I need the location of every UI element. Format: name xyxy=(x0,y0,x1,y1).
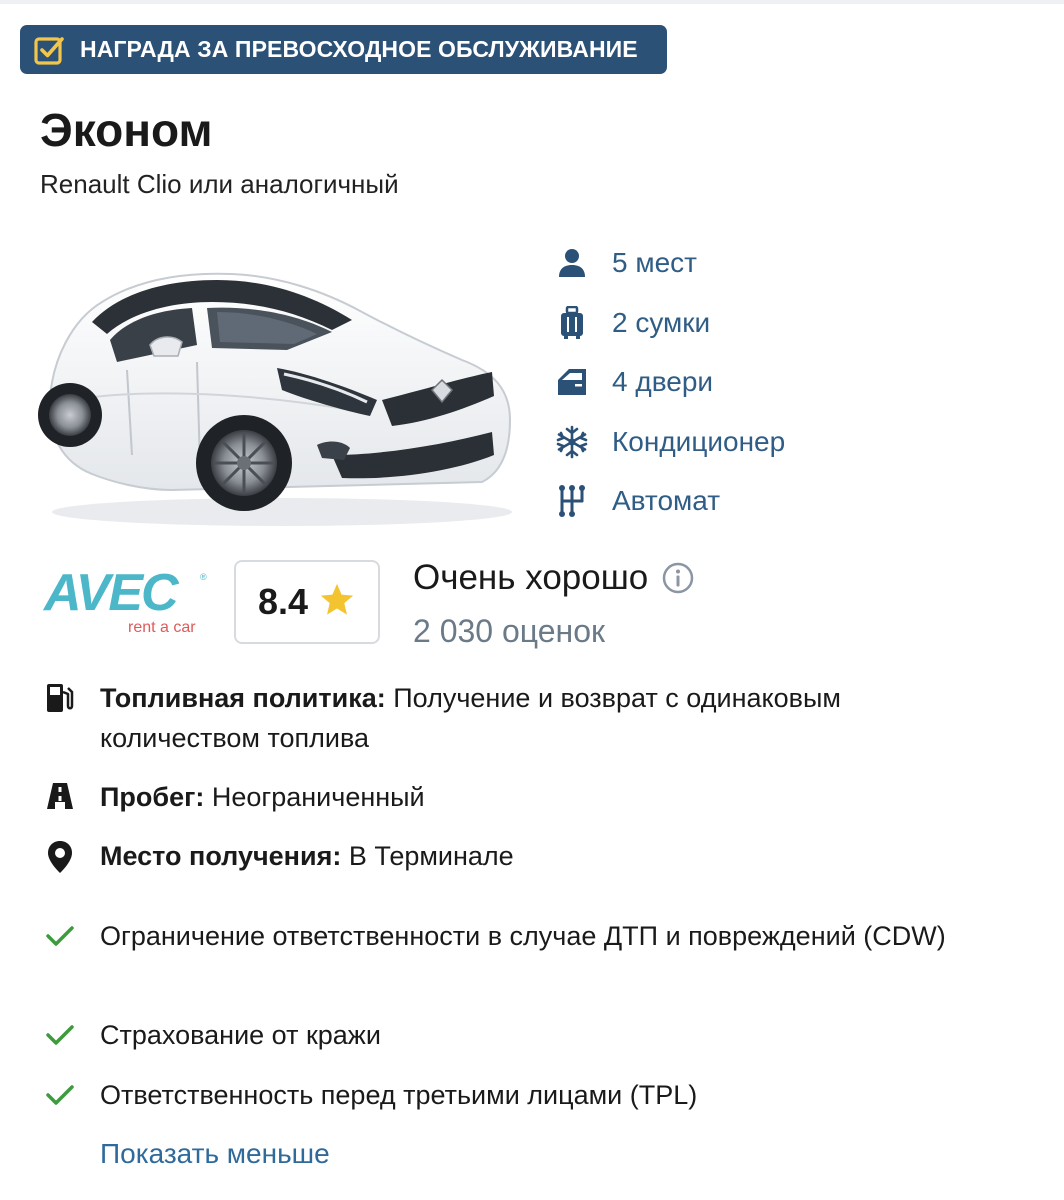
included-item-theft: Страхование от кражи xyxy=(42,1015,1002,1055)
car-image xyxy=(32,250,522,535)
pickup-label: Место получения: xyxy=(100,841,342,871)
rating-score-box xyxy=(234,560,380,644)
rating-verdict xyxy=(413,555,694,601)
svg-text:®: ® xyxy=(200,572,207,582)
check-square-icon xyxy=(32,33,66,67)
checkmark-icon xyxy=(42,1075,78,1115)
included-item-cdw: Ограничение ответственности в случае ДТП и повреждений (CDW) xyxy=(42,916,1002,956)
mileage-value: Неограниченный xyxy=(211,782,425,812)
feature-doors: 4 двери xyxy=(552,359,713,405)
included-item-tpl: Ответственность перед третьими лицами (TPL) xyxy=(42,1075,1002,1115)
pickup-value: В Терминале xyxy=(348,841,514,871)
review-count: 2 030 оценок xyxy=(413,613,605,649)
fuel-policy xyxy=(42,678,1002,758)
location-pin-icon xyxy=(42,836,78,880)
supplier-logo xyxy=(40,560,215,640)
logo-sub-text: rent a car xyxy=(128,619,196,636)
fuel-policy-value: Получение и возврат с одинаковым количеством топлива xyxy=(100,683,841,753)
snowflake-icon xyxy=(552,422,592,462)
feature-bags: 2 сумки xyxy=(552,300,710,346)
badge-text: НАГРАДА ЗА ПРЕВОСХОДНОЕ ОБСЛУЖИВАНИЕ xyxy=(80,36,638,62)
info-icon[interactable] xyxy=(662,562,694,594)
fuel-policy-label: Топливная политика: xyxy=(100,683,386,713)
car-category-title: Эконом xyxy=(40,104,213,156)
top-divider xyxy=(0,0,1064,4)
car-model: Renault Clio или аналогичный xyxy=(40,169,399,199)
feature-seats: 5 мест xyxy=(552,240,697,286)
service-award-badge xyxy=(20,25,667,74)
star-icon xyxy=(318,581,356,624)
fuel-pump-icon xyxy=(42,678,78,722)
show-less-link[interactable]: Показать меньше xyxy=(100,1138,330,1169)
logo-main-text: AVEC xyxy=(44,564,177,622)
rating-score: 8.4 xyxy=(257,581,309,622)
checkmark-icon xyxy=(42,916,78,956)
feature-aircon: Кондиционер xyxy=(552,419,785,465)
mileage-policy xyxy=(42,777,1002,821)
mileage-label: Пробег: xyxy=(100,782,205,812)
road-icon xyxy=(42,777,78,821)
feature-transmission: Автомат xyxy=(552,478,720,524)
luggage-icon xyxy=(552,303,592,343)
car-door-icon xyxy=(552,362,592,402)
gearshift-icon xyxy=(552,481,592,521)
person-icon xyxy=(552,243,592,283)
checkmark-icon xyxy=(42,1015,78,1055)
rating-verdict-text: Очень хорошо xyxy=(413,558,649,597)
pickup-location xyxy=(42,836,1002,880)
